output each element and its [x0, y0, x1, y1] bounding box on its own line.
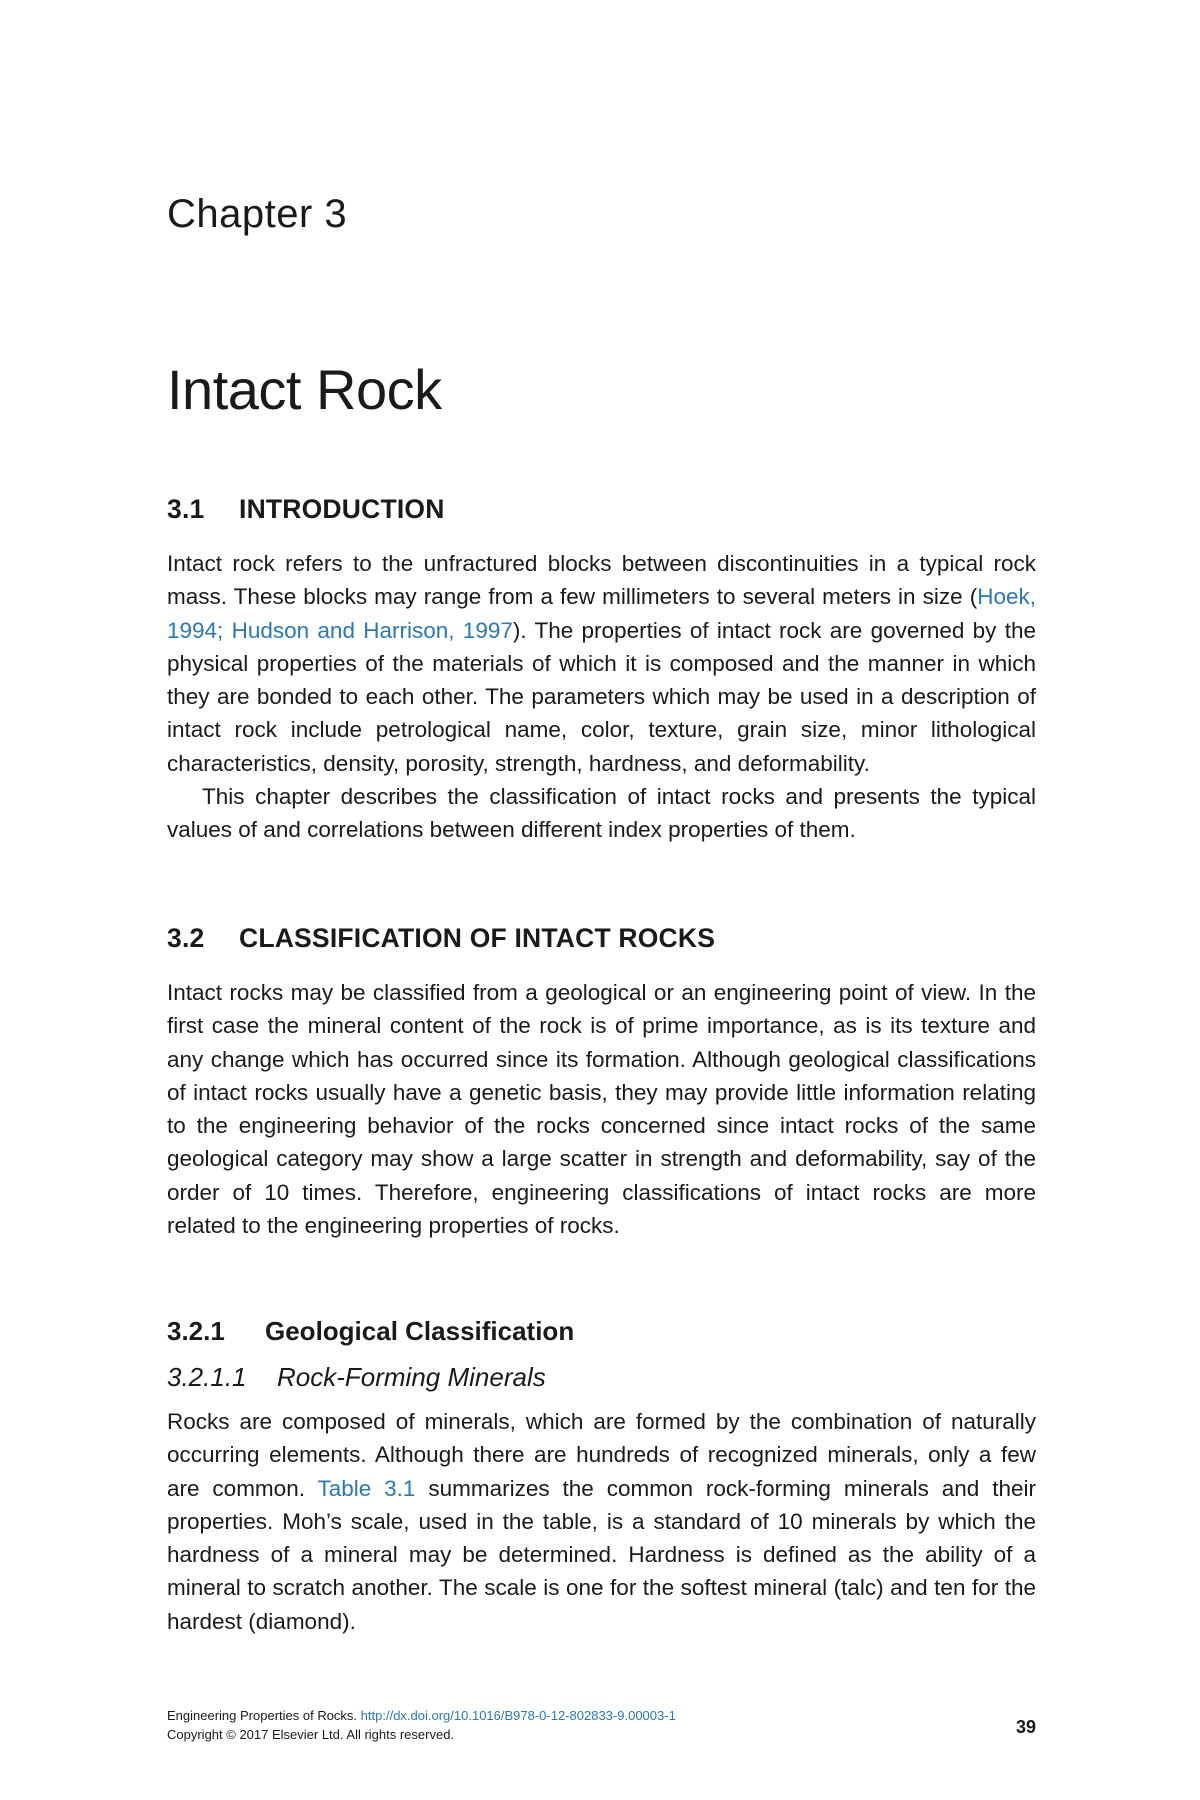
- section-number: 3.1: [167, 494, 205, 524]
- footer-citation: [167, 1706, 1036, 1725]
- subsubsection-number: 3.2.1.1: [167, 1362, 247, 1392]
- section-3-1: [167, 494, 1036, 847]
- book-title: Engineering Properties of Rocks.: [167, 1708, 358, 1723]
- paragraph-text: ). The properties of intact rock are governed by the physical properties of the materials of which it is composed and the manner in which they are bonded to each other. The parameters which may be used in a description of intact rock include petrological name, color, texture, grain size, minor lithological characteristics, density, porosity, strength, hardness, and deformability.: [167, 617, 1036, 776]
- section-title: CLASSIFICATION OF INTACT ROCKS: [239, 923, 716, 953]
- section-3-2: [167, 923, 1036, 1242]
- page-footer: [167, 1706, 1036, 1744]
- subsubsection-heading: [167, 1362, 1036, 1393]
- citation-link[interactable]: Hoek, 1994; Hudson and Harrison, 1997: [167, 584, 1036, 643]
- paragraph-text: summarizes the common rock-forming minerals and their properties. Moh’s scale, used in the table, is a standard of 10 minerals by which the hardness of a mineral may be determined. Hardness is defined as the ability of a mineral to scratch another. The scale is one for the softest mineral (talc) and ten for the hardest (diamond).: [167, 1475, 1036, 1634]
- section-number: 3.2: [167, 923, 205, 953]
- section-title: INTRODUCTION: [239, 494, 445, 524]
- section-3-2-1: [167, 1316, 1036, 1638]
- subsubsection-title: Rock-Forming Minerals: [277, 1362, 546, 1392]
- page-number: 39: [1015, 1717, 1036, 1737]
- section-heading: [167, 923, 1036, 954]
- subsection-title: Geological Classification: [265, 1316, 575, 1346]
- paragraph-text: Intact rock refers to the unfractured blocks between discontinuities in a typical rock mass. These blocks may range from a few millimeters to several meters in size (: [167, 551, 1036, 610]
- section-heading: [167, 494, 1036, 525]
- paragraph: [167, 1405, 1036, 1638]
- book-page: [167, 0, 1036, 1800]
- doi-link[interactable]: http://dx.doi.org/10.1016/B978-0-12-802833-9.00003-1: [360, 1708, 676, 1723]
- subsection-number: 3.2.1: [167, 1316, 225, 1346]
- copyright: Copyright © 2017 Elsevier Ltd. All rights reserved.: [167, 1727, 455, 1742]
- paragraph-text: Rocks are composed of minerals, which are formed by the combination of naturally occurring elements. Although there are hundreds of recognized minerals, only a few are common.: [167, 1409, 1036, 1501]
- paragraph: [167, 547, 1036, 780]
- table-link[interactable]: Table 3.1: [317, 1475, 416, 1501]
- paragraph: Intact rocks may be classified from a geological or an engineering point of view. In the first case the mineral content of the rock is of prime importance, as is its texture and any change which has occurred since its formation. Although geological classifications of intact rocks usually have a genetic basis, they may provide little information relating to the engineering behavior of the rocks concerned since intact rocks of the same geological category may show a large scatter in strength and deformability, say of the order of 10 times. Therefore, engineering classifications of intact rocks are more related to the engineering properties of rocks.: [167, 980, 1036, 1239]
- chapter-label: Chapter 3: [167, 192, 348, 236]
- subsection-heading: [167, 1316, 1036, 1347]
- paragraph: This chapter describes the classification of intact rocks and presents the typical values of and correlations between different index properties of them.: [167, 784, 1036, 843]
- chapter-title: Intact Rock: [167, 358, 442, 421]
